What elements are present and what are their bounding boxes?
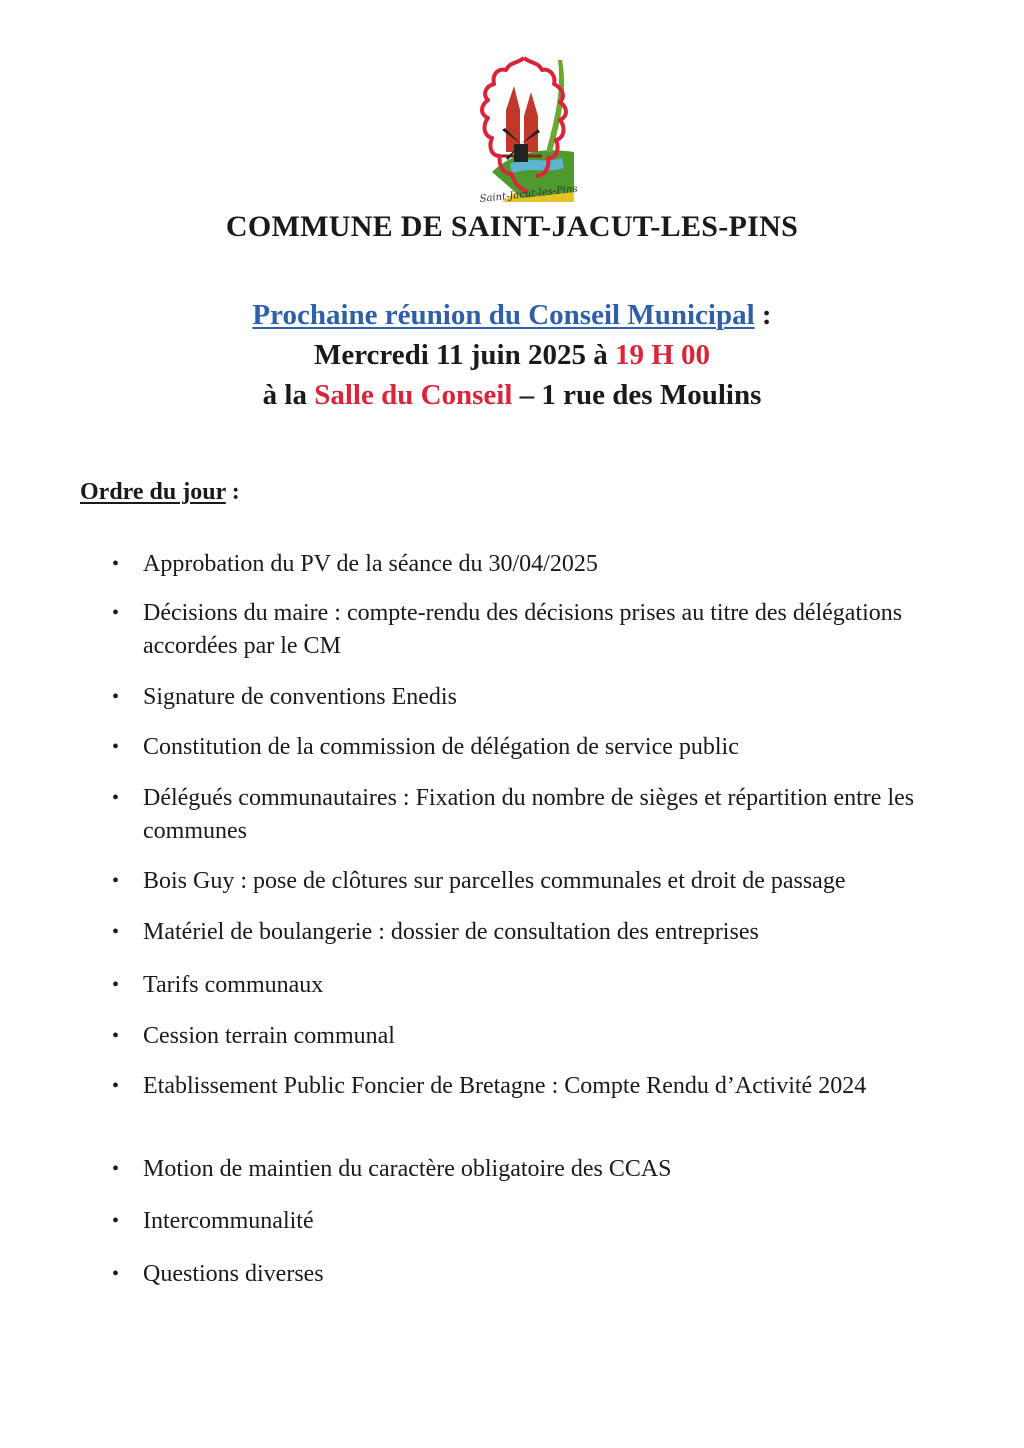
bullet-icon: • — [112, 1025, 120, 1047]
bullet-icon: • — [112, 686, 120, 708]
agenda-item: • Matériel de boulangerie : dossier de consultation des entreprises — [112, 916, 962, 949]
bullet-icon: • — [112, 974, 120, 996]
meeting-date: Mercredi 11 juin 2025 à — [313, 339, 615, 371]
agenda-item: • Décisions du maire : compte-rendu des décisions prises au titre des délégations accordées par le CM — [112, 597, 962, 663]
bullet-icon: • — [112, 1158, 120, 1180]
agenda-label-suffix: : — [225, 479, 240, 505]
agenda-label: Ordre du jour — [80, 479, 226, 505]
bullet-icon: • — [112, 921, 120, 943]
meeting-place-prefix: à la — [262, 379, 315, 411]
meeting-heading: Prochaine réunion du Conseil Municipal — [252, 299, 755, 331]
agenda-item: • Tarifs communaux — [112, 969, 962, 1002]
bullet-icon: • — [112, 1210, 120, 1232]
meeting-time: 19 H 00 — [614, 339, 711, 371]
agenda-item: • Bois Guy : pose de clôtures sur parcelles communales et droit de passage — [112, 865, 962, 898]
bullet-icon: • — [112, 553, 120, 575]
bullet-icon: • — [112, 787, 120, 809]
bullet-icon: • — [112, 1075, 120, 1097]
bullet-icon: • — [112, 1263, 120, 1285]
meeting-address: – 1 rue des Moulins — [512, 379, 762, 411]
agenda-item: • Questions diverses — [112, 1258, 962, 1291]
bullet-icon: • — [112, 870, 120, 892]
svg-text:Saint-Jacut-les-Pins: Saint-Jacut-les-Pins — [479, 183, 579, 205]
bullet-icon: • — [112, 602, 120, 624]
agenda-item: • Motion de maintien du caractère obligatoire des CCAS — [112, 1153, 962, 1186]
agenda-item: • Signature de conventions Enedis — [112, 681, 962, 714]
meeting-place: Salle du Conseil — [314, 379, 513, 411]
agenda-item: • Cession terrain communal — [112, 1020, 962, 1053]
meeting-heading-suffix: : — [754, 299, 772, 331]
agenda-item: • Intercommunalité — [112, 1205, 962, 1238]
commune-title: COMMUNE DE SAINT-JACUT-LES-PINS — [225, 210, 799, 243]
agenda-item: • Approbation du PV de la séance du 30/04/2025 — [112, 548, 962, 581]
bullet-icon: • — [112, 736, 120, 758]
agenda-item: • Délégués communautaires : Fixation du nombre de sièges et répartition entre les communes — [112, 782, 962, 848]
agenda-item: • Etablissement Public Foncier de Bretagne : Compte Rendu d’Activité 2024 — [112, 1070, 962, 1103]
agenda-item: • Constitution de la commission de délégation de service public — [112, 731, 962, 764]
